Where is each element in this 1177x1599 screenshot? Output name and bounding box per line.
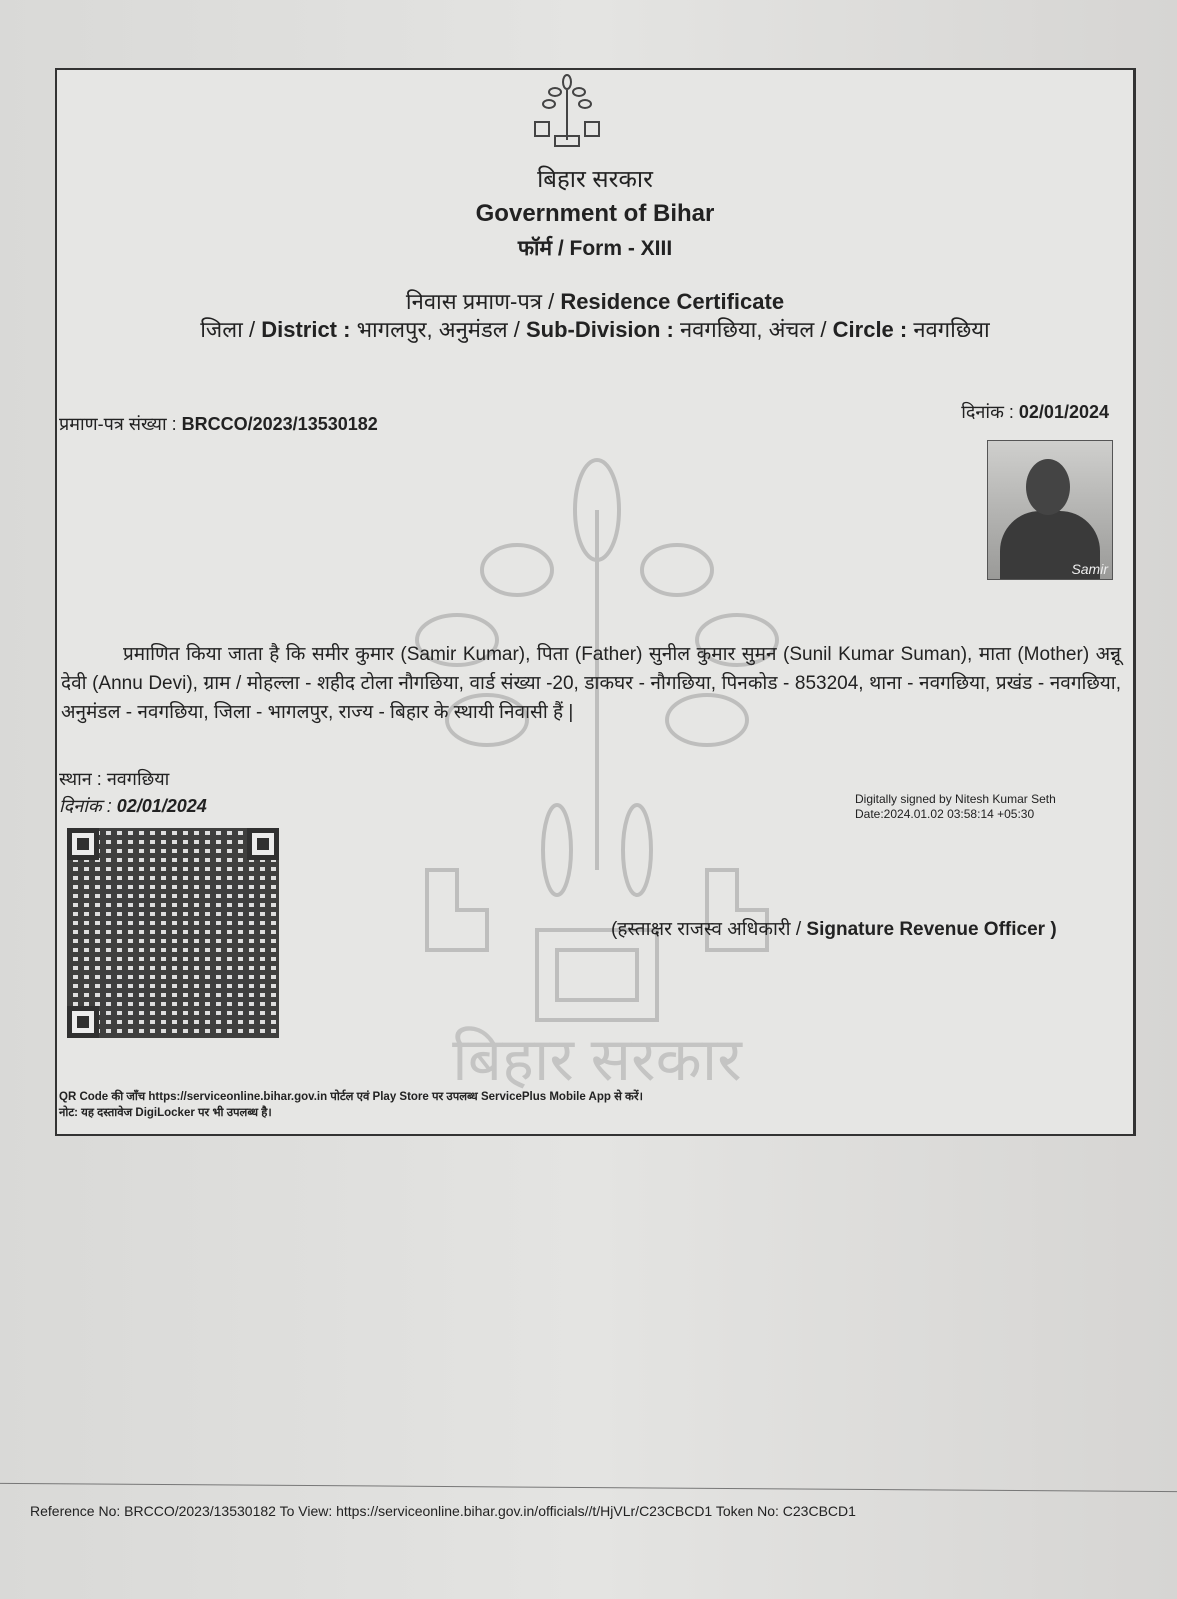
place: स्थान : नवगछिया bbox=[59, 769, 170, 789]
title-hindi: बिहार सरकार bbox=[537, 166, 653, 193]
watermark-emblem bbox=[357, 450, 837, 1090]
bihar-emblem-icon bbox=[527, 70, 607, 150]
title-english: Government of Bihar bbox=[475, 200, 715, 227]
certificate-number: प्रमाण-पत्र संख्या : BRCCO/2023/13530182 bbox=[59, 414, 378, 434]
footer-divider bbox=[0, 1483, 1177, 1492]
signature-label: (हस्ताक्षर राजस्व अधिकारी / Signature Revenue Officer ) bbox=[611, 919, 1057, 940]
form-number: फॉर्म / Form - XIII bbox=[517, 237, 673, 260]
reference-footer: Reference No: BRCCO/2023/13530182 To View: https://serviceonline.bihar.gov.in/officials//t/HjVLr/C23CBCD1 Token No: C23CBCD1 bbox=[30, 1503, 856, 1519]
certificate-body: प्रमाणित किया जाता है कि समीर कुमार (Samir Kumar), पिता (Father) सुनील कुमार सुमन (Sunil Kumar Suman), माता (Mother) अन्नू देवी (Annu Devi), ग्राम / मोहल्ला - शहीद टोला नौगछिया, वार्ड संख्या -20, डाकघर - नौगछिया, पिनकोड - 853204, थाना - नवगछिया, प्रखंड - नवगछिया, अनुमंडल - नवगछिया, जिला - भागलपुर, राज्य - बिहार के स्थायी निवासी हैं | bbox=[61, 644, 1121, 723]
issue-date: दिनांक : 02/01/2024 bbox=[59, 796, 207, 816]
qr-code[interactable] bbox=[67, 828, 279, 1038]
jurisdiction: जिला / District : भागलपुर, अनुमंडल / Sub-Division : नवगछिया, अंचल / Circle : नवगछिया bbox=[200, 317, 990, 342]
applicant-photo: Samir bbox=[987, 440, 1113, 580]
digital-signature: Digitally signed by Nitesh Kumar Seth Date:2024.01.02 03:58:14 +05:30 bbox=[855, 792, 1056, 821]
certificate-date: दिनांक : 02/01/2024 bbox=[961, 402, 1109, 422]
qr-note: QR Code की जाँच https://serviceonline.bihar.gov.in पोर्टल एवं Play Store पर उपलब्ध ServicePlus Mobile App से करें। bbox=[59, 1091, 643, 1103]
residence-certificate bbox=[55, 68, 1136, 1136]
digilocker-note: नोट: यह दस्तावेज DigiLocker पर भी उपलब्ध है। bbox=[59, 1107, 272, 1119]
certificate-title: निवास प्रमाण-पत्र / Residence Certificate bbox=[405, 289, 785, 314]
watermark-text: बिहार सरकार bbox=[452, 1026, 742, 1090]
